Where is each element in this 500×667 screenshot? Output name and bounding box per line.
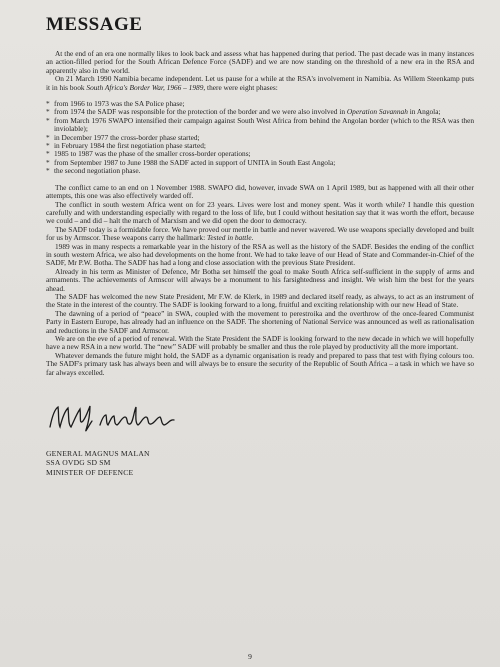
operation-tail: in Angola; xyxy=(407,107,441,117)
paragraph: The conflict in south western Africa went on for 23 years. Lives were lost and money spent. Was it worth while? I handle this question carefully and with understanding especially with regard to the loss of life, but I could without hesitation say that it was worth the effort, because we could – and did – halt the march of Marxism and we did open the door to democracy. xyxy=(46,199,474,226)
intro-text: On 21 March 1990 Namibia became independent. Let us pause for a while at the RSA's involvement in Namibia. As Willem Steenkamp puts it in his book xyxy=(46,74,474,92)
intro-paragraph-2 xyxy=(46,75,474,92)
phase-item: * from March 1976 SWAPO intensified their campaign against South West Africa from behind the Angolan border (which to the RSA was then inviolable); xyxy=(46,117,474,134)
signatory-title: MINISTER OF DEFENCE xyxy=(46,467,134,477)
page-number: 9 xyxy=(248,652,252,661)
paragraph: 1989 was in many respects a remarkable year in the history of the RSA as well as the history of the SADF. Besides the ending of the conflict in south western Africa, we also had developments on the home front. We had to take leave of our Head of State and Commander-in-Chief of the SADF, Mr P.W. Botha. The SADF has had a long and close association with the previous State President. xyxy=(46,241,474,268)
paragraph: The SADF has welcomed the new State President, Mr F.W. de Klerk, in 1989 and declared itself ready, as always, to act as an instrument of the State in the interest of the country. The SADF is looking forward to a long, fruitful and exciting relationship with our new Head of State. xyxy=(46,291,474,310)
operation-name: Operation Savannah xyxy=(346,107,408,117)
phase-item: * in December 1977 the cross-border phase started; xyxy=(46,134,474,142)
message-body xyxy=(46,50,474,377)
page-title: MESSAGE xyxy=(46,14,143,35)
signatory-name: GENERAL MAGNUS MALAN xyxy=(46,449,150,459)
phase-item: * from 1966 to 1973 was the SA Police phase; xyxy=(46,100,474,108)
paragraph: The dawning of a period of “peace” in SWA, coupled with the movement to perestroika and the overthrow of the once-feared Communist Party in Eastern Europe, has already had an influence on the SADF. The shortening of National Service was announced as well as rationalisation and reductions in the SADF and Armscor. xyxy=(46,308,474,335)
book-title: South Africa's Border War, 1966 – 1989 xyxy=(86,82,204,92)
phases-list xyxy=(46,100,474,176)
phase-text: from 1974 the SADF was responsible for the protection of the border and we were also involved in xyxy=(54,107,346,117)
hallmark-text: Tested in battle. xyxy=(206,233,254,243)
phase-item: * from September 1987 to June 1988 the SADF acted in support of UNITA in South East Angola; xyxy=(46,159,474,167)
phase-item: * in February 1984 the first negotiation phase started; xyxy=(46,142,474,150)
paragraph: The conflict came to an end on 1 November 1988. SWAPO did, however, invade SWA on 1 April 1989, but as happened with all their other attempts, this one was also effectively warded off. xyxy=(46,182,474,201)
paragraph: Whatever demands the future might hold, the SADF as a dynamic organisation is ready and prepared to pass that test with flying colours too. The SADF's primary task has always been and will always be to ensure the security of the Republic of South Africa – a task in which we have so far always excelled. xyxy=(46,350,474,377)
paragraph: We are on the eve of a period of renewal. With the State President the SADF is looking forward to the new decade in which we will hopefully have a new RSA in a new world. The “new” SADF will probably be smaller and thus the role played by productivity all the more important. xyxy=(46,334,474,352)
signature-icon xyxy=(46,397,206,435)
intro-paragraph-1: At the end of an era one normally likes to look back and assess what has happened during that period. The past decade was in many instances an action-filled period for the South African Defence Force (SADF) and we are now standing on the threshold of a new era in the RSA and apparently also in the world. xyxy=(46,49,474,75)
paragraph-text: The SADF today is a formidable force. We have proved our mettle in battle and never wavered. We use weapons specially developed and built for us by Armscor. These weapons carry the hallmark: xyxy=(46,224,474,243)
signatory-decorations: SSA OVDG SD SM xyxy=(46,458,111,468)
paragraph xyxy=(46,226,474,243)
phase-item: * 1985 to 1987 was the phase of the smaller cross-border operations; xyxy=(46,150,474,158)
signature xyxy=(46,397,474,435)
signatory-block xyxy=(46,449,474,477)
paragraph: Already in his term as Minister of Defence, Mr Botha set himself the goal to make South Africa self-sufficient in the supply of arms and armaments. The achievements of Armscor will always be a monument to his farsightedness and insight. We wish him the best for the years ahead. xyxy=(46,266,474,293)
intro-tail: , there were eight phases: xyxy=(203,82,278,92)
phase-item: * the second negotiation phase. xyxy=(46,167,474,175)
